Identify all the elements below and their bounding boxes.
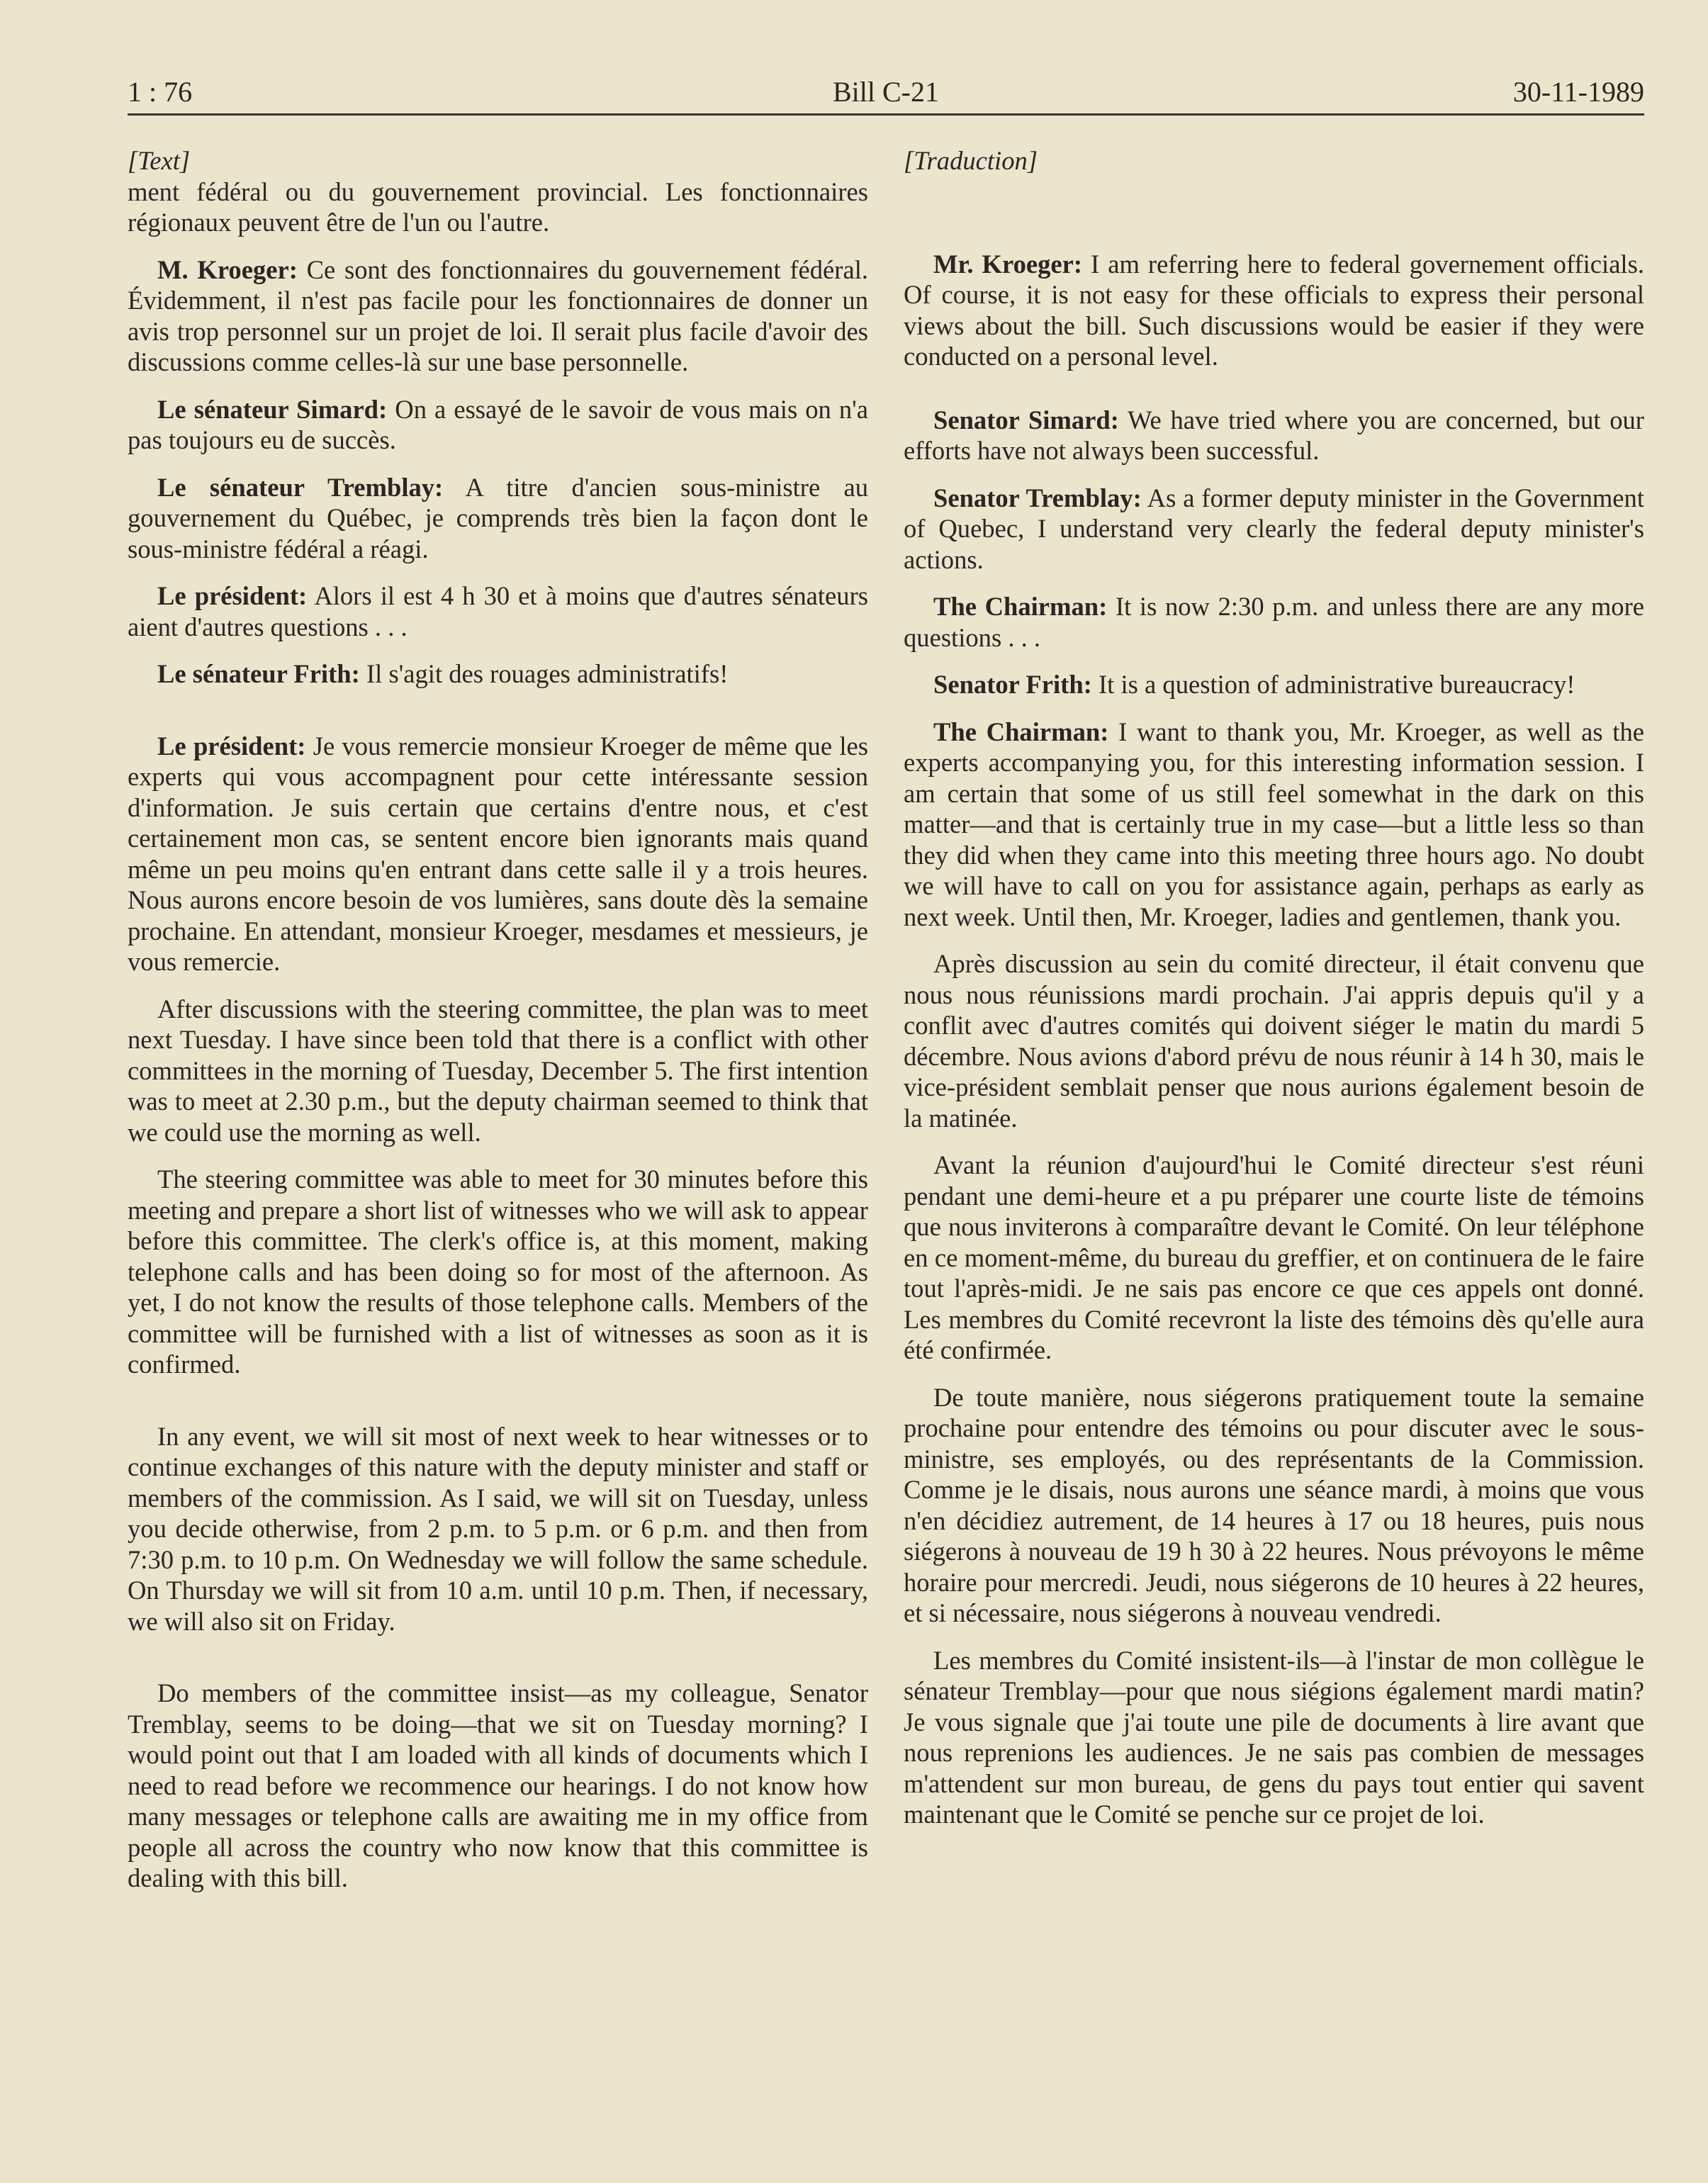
speaker-name: Le sénateur Frith: [157, 659, 360, 688]
paragraph-text: A titre d'ancien sous-ministre au gouvernement du Québec, je comprends très bien la façon dont le sous-ministre fédéral a réagi. [128, 472, 869, 563]
paragraph [128, 1678, 868, 1894]
paragraph [128, 731, 868, 977]
speaker-name: Le président: [157, 731, 306, 761]
paragraph [904, 1150, 1644, 1366]
column-label-text: [Text] [128, 146, 191, 175]
paragraph-text: De toute manière, nous siégerons pratiquement toute la semaine prochaine pour entendre des témoins ou pour discuter avec le sous-ministre, ses employés, ou des représentants de la Commission. Comme je le disais, nous aurons une séance mardi, à moins que vous n'en décidiez autrement, de 14 heures à 17 ou 18 heures, puis nous siégerons à nouveau de 19 h 30 à 22 heures. Nous prévoyons le même horaire pour mercredi. Jeudi, nous siégerons de 10 heures à 22 heures, et si nécessaire, nous siégerons à nouveau vendredi. [904, 1382, 1644, 1627]
page-number: 1 : 76 [128, 76, 193, 108]
paragraph-text: Il s'agit des rouages administratifs! [359, 659, 729, 688]
paragraph [904, 591, 1644, 653]
speaker-name: Senator Tremblay: [933, 483, 1142, 512]
paragraph [128, 176, 868, 238]
speaker-name: M. Kroeger: [157, 254, 298, 284]
paragraph-text: I am referring here to federal governement officials. Of course, it is not easy for these officials to express their personal views about the bill. Such discussions would be easier if they were conducted on a personal level. [904, 249, 1644, 371]
paragraph [128, 254, 868, 378]
paragraph [128, 994, 868, 1148]
speaker-name: Senator Frith: [933, 670, 1092, 699]
paragraph-text: It is now 2:30 p.m. and unless there are any more questions . . . [904, 592, 1644, 652]
paragraph [904, 717, 1644, 933]
paragraph-text: It is a question of administrative bureaucracy! [1091, 670, 1575, 699]
paragraph-text: We have tried where you are concerned, but our efforts have not always been successful. [904, 405, 1644, 465]
paragraph [128, 658, 868, 690]
paragraph-text: Alors il est 4 h 30 et à moins que d'autres sénateurs aient d'autres questions . . . [128, 581, 868, 641]
right-column-text [904, 145, 1644, 1846]
paragraph-text: On a essayé de le savoir de vous mais on n'a pas toujours eu de succès. [128, 394, 868, 454]
paragraph [128, 394, 868, 456]
paragraph [904, 405, 1644, 466]
paragraph [128, 472, 868, 565]
paragraph [904, 1645, 1644, 1830]
speaker-name: Mr. Kroeger: [933, 249, 1083, 279]
document-date: 30-11-1989 [1512, 76, 1644, 108]
paragraph-text: Do members of the committee insist—as my colleague, Senator Tremblay, seems to be doing—that we sit on Tuesday morning? I would point out that I am loaded with all kinds of documents which I need to read before we recommence our hearings. I do not know how many messages or telephone calls are awaiting me in my office from people all across the country who now know that this committee is dealing with this bill. [128, 1678, 868, 1892]
paragraph [128, 1421, 868, 1637]
paragraph-text: Avant la réunion d'aujourd'hui le Comité directeur s'est réuni pendant une demi-heure et a pu préparer une courte liste de témoins que nous inviterons à comparaître devant le Comité. On leur téléphone en ce moment-même, du bureau du greffier, et on continuera de le faire tout l'après-midi. Je ne sais pas encore ce que ces appels ont donné. Les membres du Comité recevront la liste des témoins dès qu'elle aura été confirmée. [904, 1150, 1644, 1364]
speaker-name: The Chairman: [933, 592, 1108, 621]
paragraph [904, 483, 1644, 576]
paragraph [904, 669, 1644, 700]
speaker-name: Le sénateur Tremblay: [157, 472, 444, 502]
paragraph [904, 1382, 1644, 1629]
paragraph [128, 1164, 868, 1380]
paragraph-text: After discussions with the steering committee, the plan was to meet next Tuesday. I have since been told that there is a conflict with other committees in the morning of Tuesday, December 5. The first intention was to meet at 2.30 p.m., but the deputy chairman seemed to think that we could use the morning as well. [128, 994, 868, 1147]
paragraph-text: Ce sont des fonctionnaires du gouvernement fédéral. Évidemment, il n'est pas facile pour les fonctionnaires de donner un avis trop personnel sur un projet de loi. Il serait plus facile d'avoir des discussions comme celles-là sur une base personnelle. [128, 254, 868, 376]
speaker-name: Le président: [157, 581, 308, 610]
column-label-text: [Traduction] [904, 146, 1038, 175]
paragraph-text: In any event, we will sit most of next week to hear witnesses or to continue exchanges of this nature with the deputy minister and staff or members of the commission. As I said, we will sit on Tuesday, unless you decide otherwise, from 2 p.m. to 5 p.m. or 6 p.m. and then from 7:30 p.m. to 10 p.m. On Wednesday we will follow the same schedule. On Thursday we will sit from 10 a.m. until 10 p.m. Then, if necessary, we will also sit on Friday. [128, 1421, 868, 1636]
speaker-name: Le sénateur Simard: [157, 394, 388, 424]
paragraph-text: As a former deputy minister in the Government of Quebec, I understand very clearly the federal deputy minister's actions. [904, 483, 1644, 574]
document-title: Bill C-21 [832, 76, 940, 108]
paragraph-text: Je vous remercie monsieur Kroeger de même que les experts qui vous accompagnent pour cette intéressante session d'information. Je suis certain que certains d'entre nous, et c'est certainement mon cas, se sentent encore bien ignorants mais quand même un peu moins qu'en entrant dans cette salle il y a trois heures. Nous aurons encore besoin de vos lumières, sans doute dès la semaine prochaine. En attendant, monsieur Kroeger, mesdames et messieurs, je vous remercie. [128, 731, 868, 976]
paragraph-text: Les membres du Comité insistent-ils—à l'instar de mon collègue le sénateur Tremblay—pour que nous siégions également mardi matin? Je vous signale que j'ai toute une pile de documents à lire avant que nous reprenions les audiences. Je ne sais pas combien de messages m'attendent sur mon bureau, de gens du pays tout entier qui savent maintenant que le Comité se penche sur ce projet de loi. [904, 1645, 1644, 1829]
paragraph [904, 948, 1644, 1133]
speaker-name: Senator Simard: [933, 405, 1119, 434]
page-header [128, 71, 1644, 116]
left-column-text [128, 145, 868, 1910]
paragraph [904, 249, 1644, 372]
paragraph-text: The steering committee was able to meet for 30 minutes before this meeting and prepare a short list of witnesses who we will ask to appear before this committee. The clerk's office is, at this moment, making telephone calls and has been doing so for most of the afternoon. As yet, I do not know the results of those telephone calls. Members of the committee will be furnished with a list of witnesses as soon as it is confirmed. [128, 1165, 868, 1379]
speaker-name: The Chairman: [933, 717, 1109, 746]
paragraph-text: Après discussion au sein du comité directeur, il était convenu que nous nous réunissions mardi prochain. J'ai appris depuis qu'il y a conflit avec d'autres comités qui doivent siéger le matin du mardi 5 décembre. Nous avions d'abord prévu de nous réunir à 14 h 30, mais le vice-président semblait penser que nous aurions également besoin de la matinée. [904, 949, 1644, 1133]
paragraph-text: ment fédéral ou du gouvernement provincial. Les fonctionnaires régionaux peuvent être de l'un ou l'autre. [128, 176, 868, 237]
paragraph-text: I want to thank you, Mr. Kroeger, as well as the experts accompanying you, for this interesting information session. I am certain that some of us still feel somewhat in the dark on this matter—and that is certainly true in my case—but a little less so than they did when they came into this meeting three hours ago. No doubt we will have to call on you for assistance again, perhaps as early as next week. Until then, Mr. Kroeger, ladies and gentlemen, thank you. [904, 717, 1644, 931]
paragraph [128, 580, 868, 642]
